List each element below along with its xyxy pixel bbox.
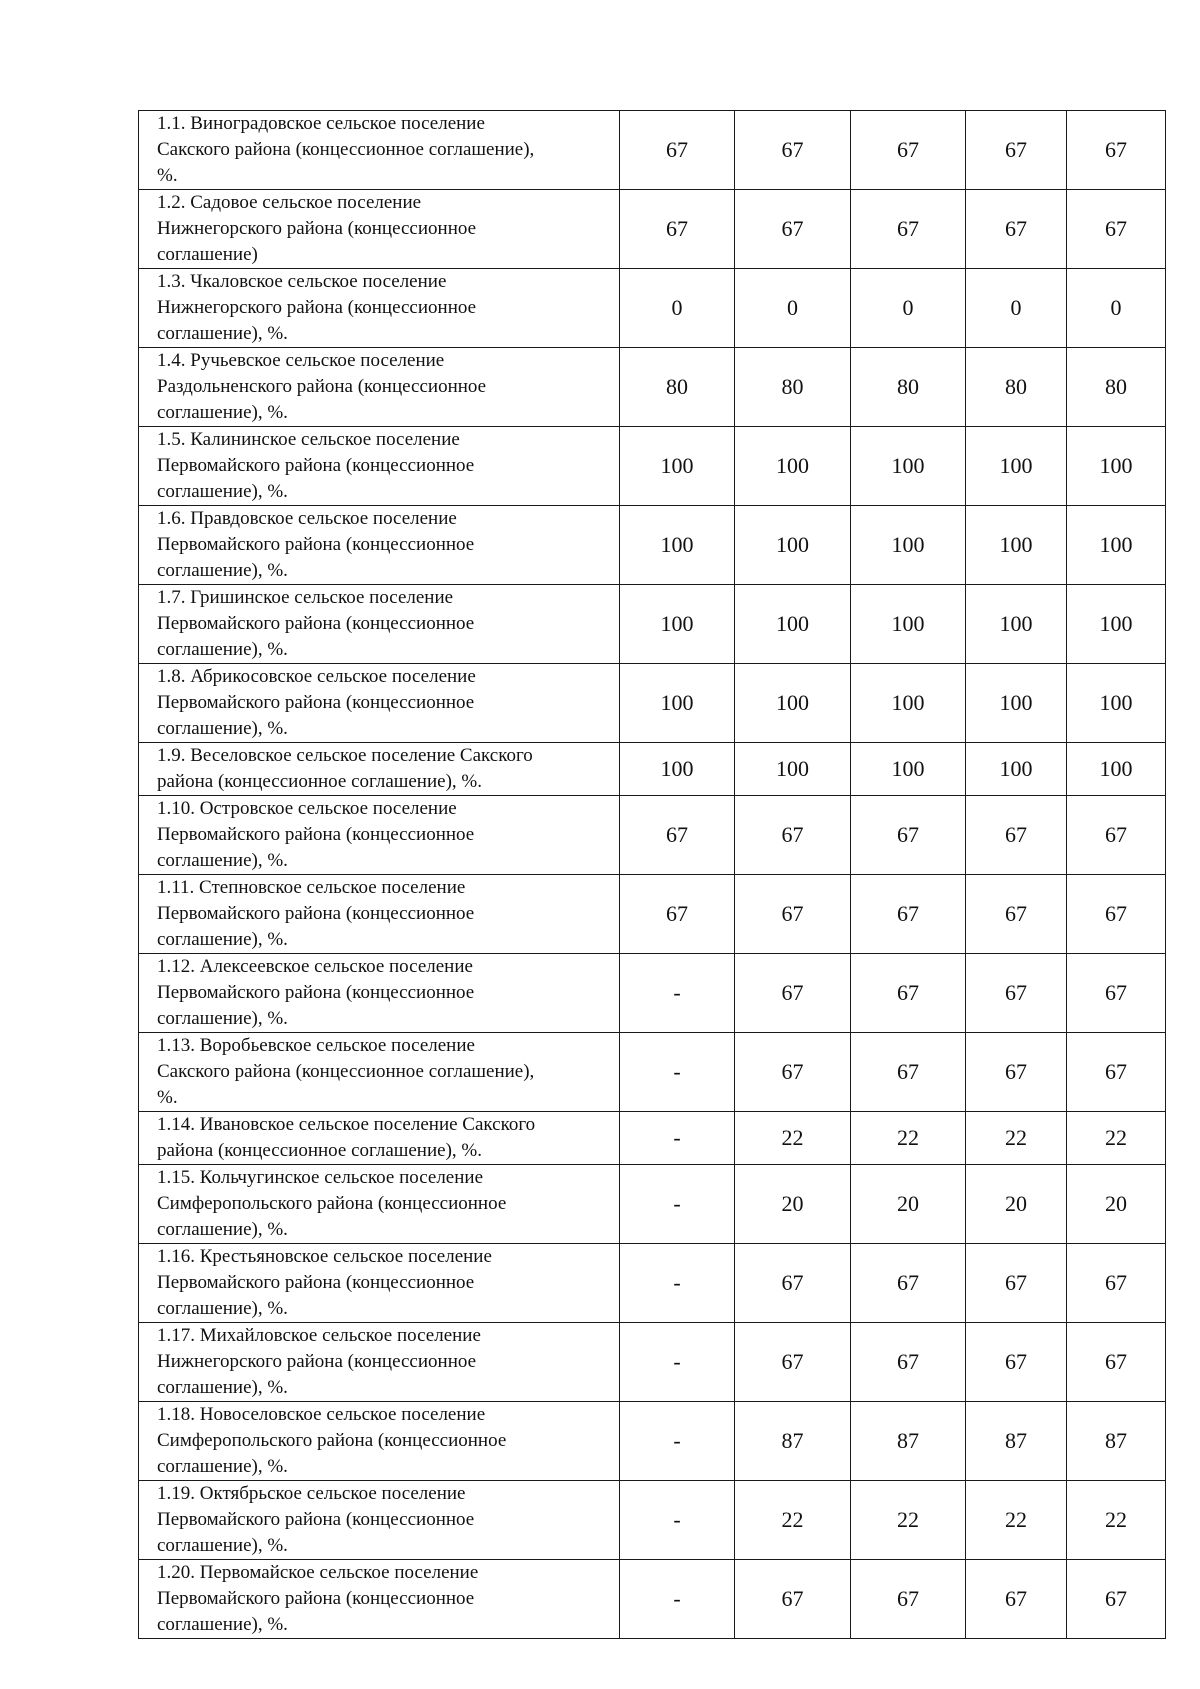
value-cell: 67 — [851, 190, 966, 269]
table-row — [139, 585, 1166, 664]
value-cell: - — [620, 1560, 735, 1639]
value-cell: 67 — [851, 796, 966, 875]
value-cell: 100 — [1067, 427, 1166, 506]
table-row — [139, 427, 1166, 506]
value-cell: 67 — [1067, 954, 1166, 1033]
table-row — [139, 1481, 1166, 1560]
table-row — [139, 664, 1166, 743]
value-cell: 100 — [620, 743, 735, 796]
value-cell: 67 — [851, 111, 966, 190]
value-cell: 67 — [735, 875, 851, 954]
indicator-table — [138, 110, 1166, 1639]
value-cell: - — [620, 1112, 735, 1165]
value-cell: 22 — [966, 1481, 1067, 1560]
row-label: 1.19. Октябрьское сельское поселение Первомайского района (концессионное соглашение), %. — [139, 1481, 620, 1560]
value-cell: 87 — [1067, 1402, 1166, 1481]
value-cell: 67 — [1067, 1560, 1166, 1639]
value-cell: 100 — [966, 743, 1067, 796]
value-cell: 87 — [851, 1402, 966, 1481]
row-label: 1.6. Правдовское сельское поселение Первомайского района (концессионное соглашение), %. — [139, 506, 620, 585]
value-cell: 100 — [620, 506, 735, 585]
row-label: 1.2. Садовое сельское поселение Нижнегорского района (концессионное соглашение) — [139, 190, 620, 269]
value-cell: 67 — [735, 954, 851, 1033]
value-cell: 67 — [966, 1033, 1067, 1112]
table-row — [139, 111, 1166, 190]
row-label: 1.4. Ручьевское сельское поселение Раздольненского района (концессионное соглашение), %. — [139, 348, 620, 427]
value-cell: 87 — [966, 1402, 1067, 1481]
value-cell: 67 — [966, 190, 1067, 269]
value-cell: 22 — [851, 1481, 966, 1560]
row-label: 1.3. Чкаловское сельское поселение Нижнегорского района (концессионное соглашение), %. — [139, 269, 620, 348]
value-cell: 100 — [735, 427, 851, 506]
value-cell: 67 — [851, 1244, 966, 1323]
table-row — [139, 1165, 1166, 1244]
row-label: 1.18. Новоселовское сельское поселение Симферопольского района (концессионное соглашение), %. — [139, 1402, 620, 1481]
value-cell: 80 — [735, 348, 851, 427]
value-cell: 100 — [735, 506, 851, 585]
value-cell: 67 — [851, 1323, 966, 1402]
value-cell: - — [620, 1033, 735, 1112]
value-cell: 0 — [620, 269, 735, 348]
value-cell: 22 — [966, 1112, 1067, 1165]
value-cell: 100 — [851, 664, 966, 743]
value-cell: 67 — [620, 111, 735, 190]
value-cell: 80 — [966, 348, 1067, 427]
row-label: 1.15. Кольчугинское сельское поселение Симферопольского района (концессионное соглашение), %. — [139, 1165, 620, 1244]
value-cell: 67 — [1067, 190, 1166, 269]
table-row — [139, 1033, 1166, 1112]
value-cell: 80 — [620, 348, 735, 427]
value-cell: 100 — [735, 585, 851, 664]
value-cell: 67 — [851, 1033, 966, 1112]
value-cell: 20 — [735, 1165, 851, 1244]
value-cell: 100 — [966, 506, 1067, 585]
value-cell: 67 — [966, 954, 1067, 1033]
table-row — [139, 348, 1166, 427]
value-cell: 67 — [966, 1244, 1067, 1323]
value-cell: 67 — [735, 796, 851, 875]
value-cell: 67 — [851, 875, 966, 954]
value-cell: 67 — [1067, 796, 1166, 875]
value-cell: 100 — [966, 585, 1067, 664]
value-cell: 80 — [1067, 348, 1166, 427]
value-cell: 22 — [851, 1112, 966, 1165]
table-row — [139, 1323, 1166, 1402]
value-cell: 20 — [966, 1165, 1067, 1244]
value-cell: 67 — [851, 1560, 966, 1639]
row-label: 1.12. Алексеевское сельское поселение Первомайского района (концессионное соглашение), %. — [139, 954, 620, 1033]
value-cell: 100 — [735, 664, 851, 743]
value-cell: 87 — [735, 1402, 851, 1481]
value-cell: 100 — [966, 427, 1067, 506]
value-cell: 67 — [1067, 1244, 1166, 1323]
value-cell: 67 — [620, 796, 735, 875]
value-cell: 100 — [620, 427, 735, 506]
value-cell: - — [620, 1165, 735, 1244]
value-cell: 67 — [966, 111, 1067, 190]
row-label: 1.16. Крестьяновское сельское поселение Первомайского района (концессионное соглашение), %. — [139, 1244, 620, 1323]
value-cell: 100 — [851, 585, 966, 664]
table-row — [139, 743, 1166, 796]
value-cell: 67 — [620, 190, 735, 269]
value-cell: 67 — [966, 796, 1067, 875]
row-label: 1.9. Веселовское сельское поселение Сакского района (концессионное соглашение), %. — [139, 743, 620, 796]
table-row — [139, 1244, 1166, 1323]
value-cell: 100 — [620, 664, 735, 743]
value-cell: 80 — [851, 348, 966, 427]
table-row — [139, 1560, 1166, 1639]
row-label: 1.5. Калининское сельское поселение Первомайского района (концессионное соглашение), %. — [139, 427, 620, 506]
table-row — [139, 1112, 1166, 1165]
table-row — [139, 796, 1166, 875]
value-cell: 67 — [966, 875, 1067, 954]
value-cell: 0 — [1067, 269, 1166, 348]
row-label: 1.20. Первомайское сельское поселение Первомайского района (концессионное соглашение), %. — [139, 1560, 620, 1639]
row-label: 1.10. Островское сельское поселение Первомайского района (концессионное соглашение), %. — [139, 796, 620, 875]
table-row — [139, 1402, 1166, 1481]
row-label: 1.13. Воробьевское сельское поселение Сакского района (концессионное соглашение), %. — [139, 1033, 620, 1112]
value-cell: 67 — [1067, 1323, 1166, 1402]
value-cell: 0 — [966, 269, 1067, 348]
value-cell: 67 — [735, 1560, 851, 1639]
value-cell: - — [620, 954, 735, 1033]
value-cell: 67 — [1067, 111, 1166, 190]
value-cell: 100 — [1067, 664, 1166, 743]
row-label: 1.1. Виноградовское сельское поселение Сакского района (концессионное соглашение), %. — [139, 111, 620, 190]
row-label: 1.17. Михайловское сельское поселение Нижнегорского района (концессионное соглашение), %. — [139, 1323, 620, 1402]
value-cell: 100 — [851, 743, 966, 796]
value-cell: 100 — [1067, 506, 1166, 585]
value-cell: 20 — [1067, 1165, 1166, 1244]
value-cell: - — [620, 1244, 735, 1323]
row-label: 1.7. Гришинское сельское поселение Первомайского района (концессионное соглашение), %. — [139, 585, 620, 664]
value-cell: 100 — [735, 743, 851, 796]
value-cell: 22 — [735, 1112, 851, 1165]
value-cell: 67 — [1067, 1033, 1166, 1112]
row-label: 1.8. Абрикосовское сельское поселение Первомайского района (концессионное соглашение), %. — [139, 664, 620, 743]
value-cell: - — [620, 1402, 735, 1481]
value-cell: 67 — [1067, 875, 1166, 954]
value-cell: 0 — [851, 269, 966, 348]
value-cell: 20 — [851, 1165, 966, 1244]
table-row — [139, 190, 1166, 269]
value-cell: 100 — [620, 585, 735, 664]
value-cell: 100 — [1067, 743, 1166, 796]
value-cell: 67 — [851, 954, 966, 1033]
table-row — [139, 954, 1166, 1033]
row-label: 1.14. Ивановское сельское поселение Сакского района (концессионное соглашение), %. — [139, 1112, 620, 1165]
value-cell: 67 — [735, 1244, 851, 1323]
value-cell: 100 — [966, 664, 1067, 743]
table-row — [139, 269, 1166, 348]
value-cell: 100 — [851, 427, 966, 506]
row-label: 1.11. Степновское сельское поселение Первомайского района (концессионное соглашение), %. — [139, 875, 620, 954]
value-cell: - — [620, 1323, 735, 1402]
value-cell: 22 — [1067, 1112, 1166, 1165]
value-cell: 67 — [966, 1560, 1067, 1639]
value-cell: 0 — [735, 269, 851, 348]
table-row — [139, 875, 1166, 954]
value-cell: 67 — [735, 111, 851, 190]
value-cell: - — [620, 1481, 735, 1560]
value-cell: 67 — [735, 1323, 851, 1402]
value-cell: 100 — [1067, 585, 1166, 664]
value-cell: 22 — [735, 1481, 851, 1560]
value-cell: 100 — [851, 506, 966, 585]
value-cell: 67 — [735, 1033, 851, 1112]
table-row — [139, 506, 1166, 585]
value-cell: 22 — [1067, 1481, 1166, 1560]
value-cell: 67 — [620, 875, 735, 954]
value-cell: 67 — [966, 1323, 1067, 1402]
value-cell: 67 — [735, 190, 851, 269]
